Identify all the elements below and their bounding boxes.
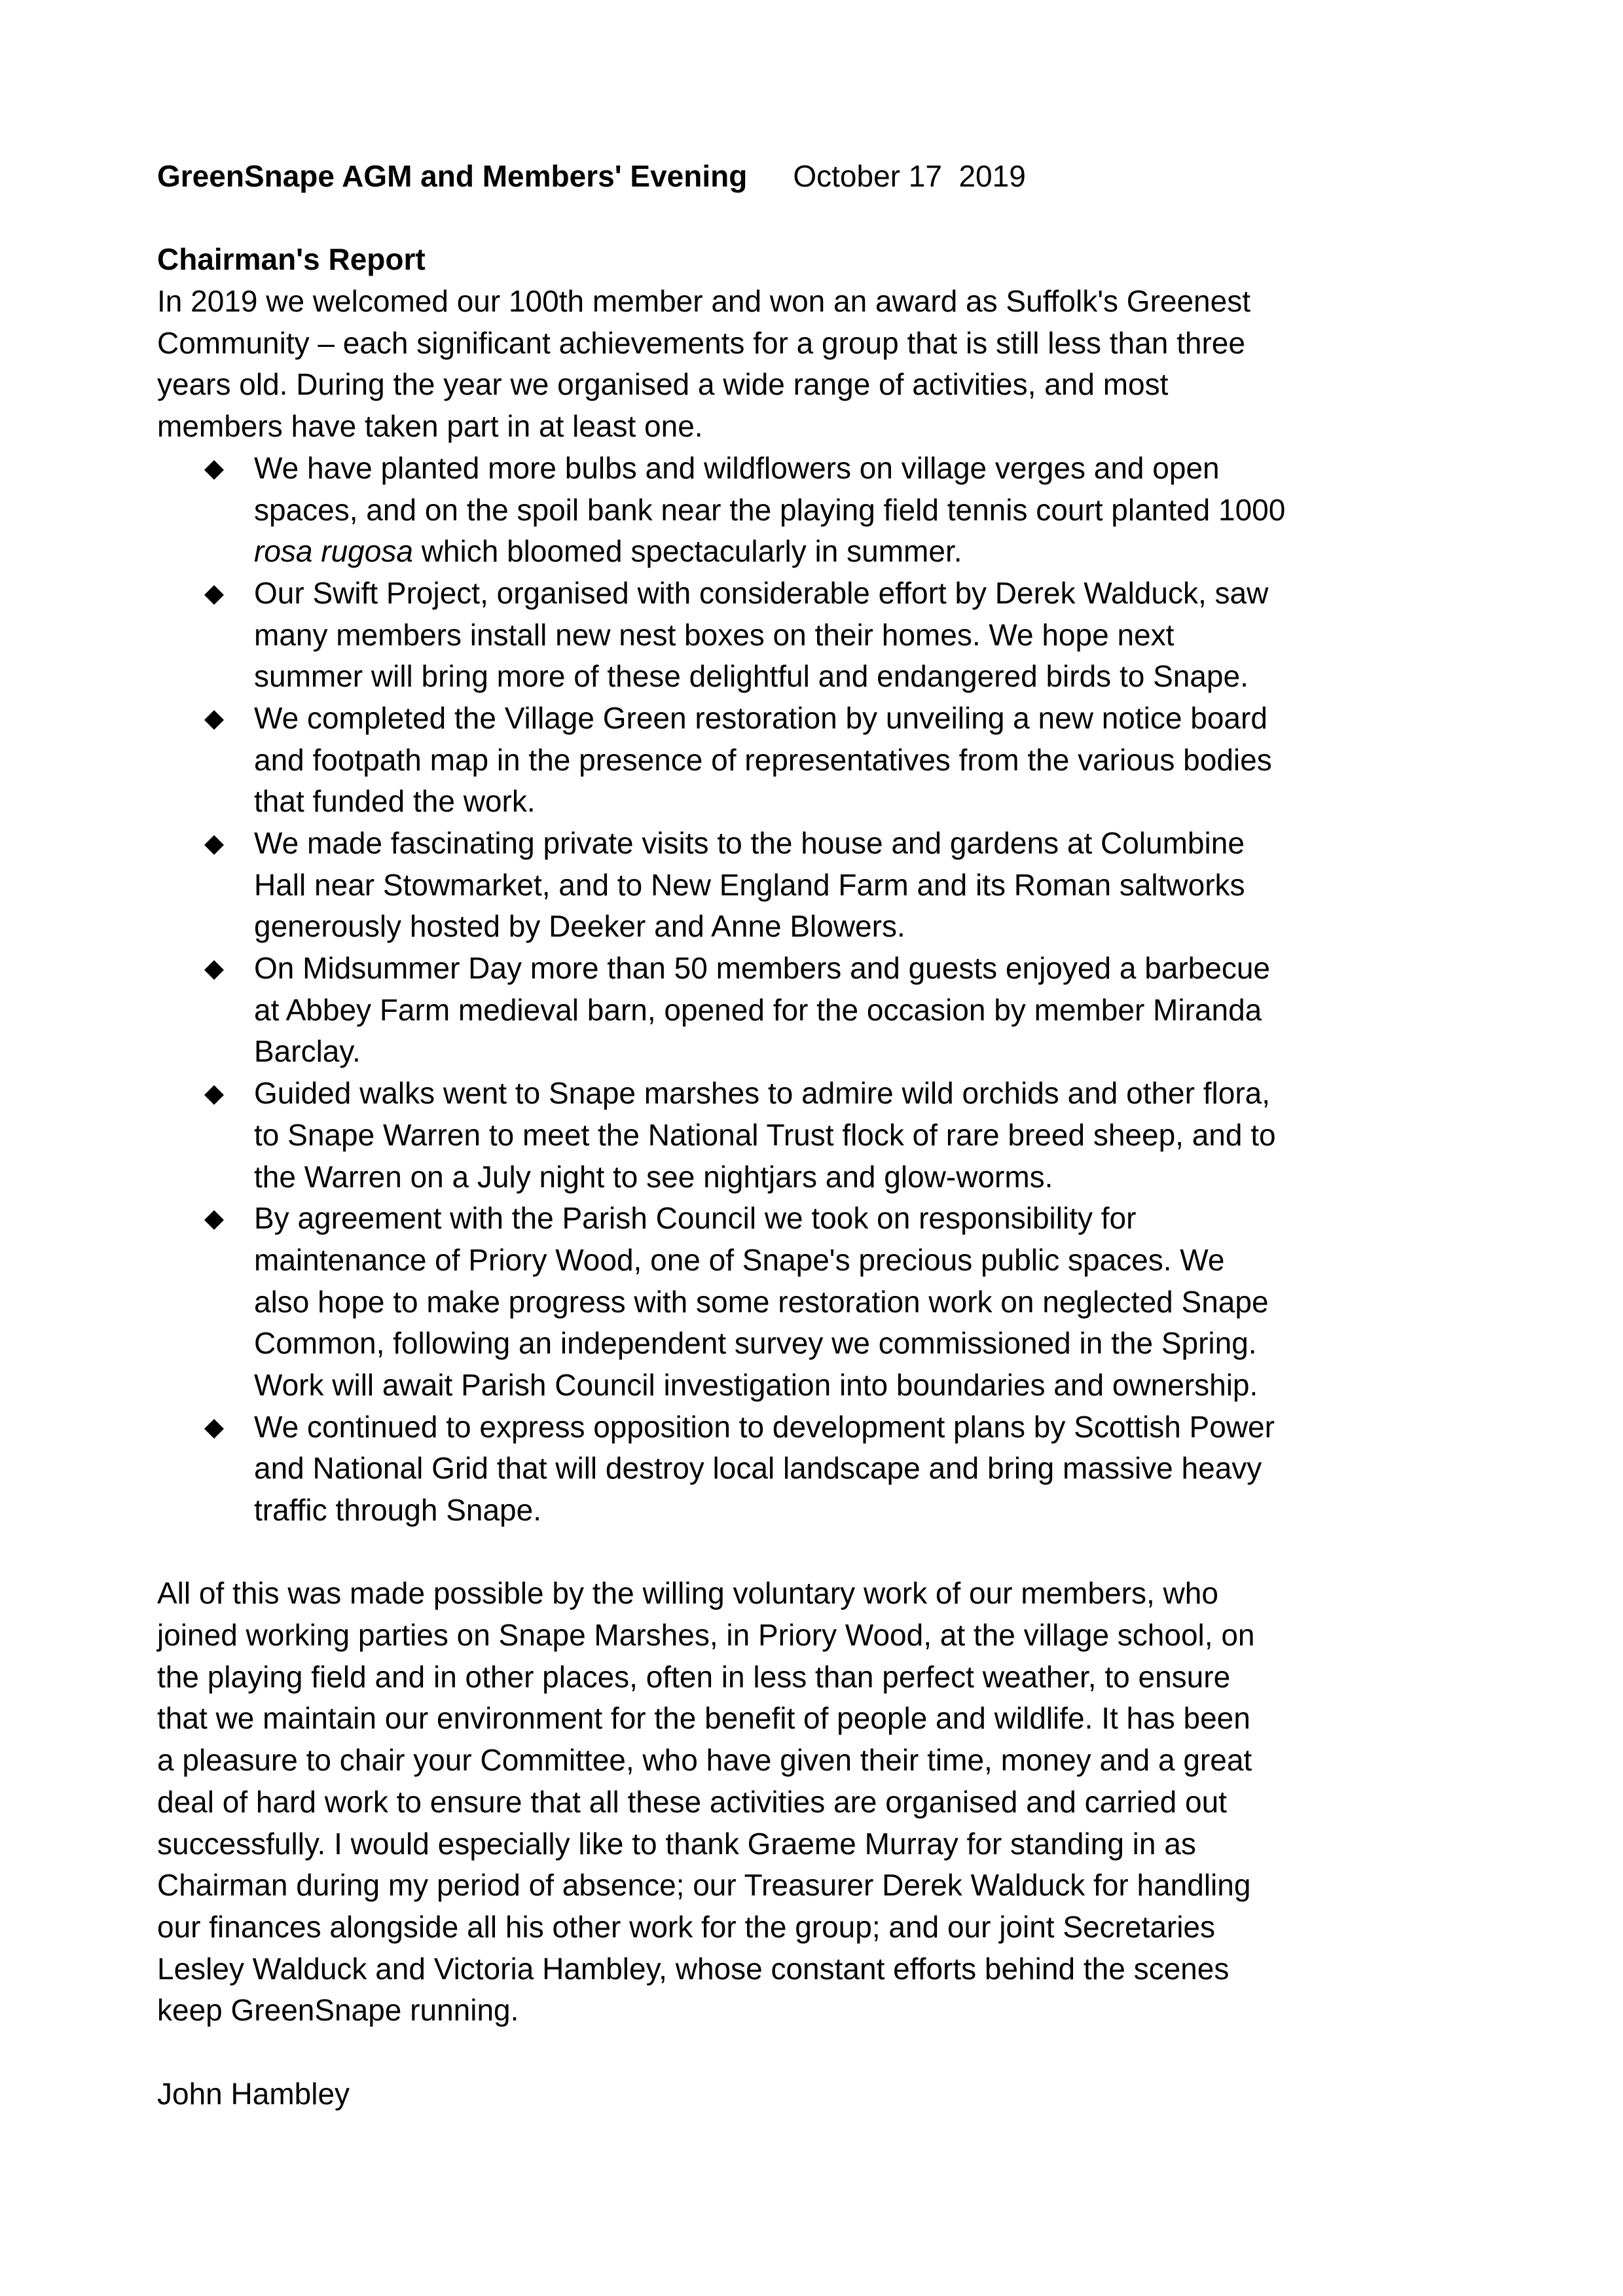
diamond-bullet-icon (204, 960, 224, 980)
list-item (157, 698, 1480, 823)
spacer (157, 2032, 1480, 2073)
list-item-line: Barclay. (254, 1034, 361, 1069)
list-item-line: generously hosted by Deeker and Anne Blowers. (254, 909, 905, 944)
list-item (157, 823, 1480, 948)
closing-line: our finances alongside all his other work for the group; and our joint Secretaries (157, 1909, 1216, 1944)
document-page (157, 156, 1480, 2115)
list-item (157, 1073, 1480, 1198)
diamond-bullet-icon (204, 1210, 224, 1230)
closing-line: All of this was made possible by the willing voluntary work of our members, who (157, 1576, 1218, 1611)
list-item-line: and National Grid that will destroy local landscape and bring massive heavy (254, 1451, 1262, 1486)
list-item (157, 573, 1480, 698)
intro-line: years old. During the year we organised a wide range of activities, and most (157, 367, 1169, 402)
list-item-line: Guided walks went to Snape marshes to admire wild orchids and other flora, (254, 1076, 1271, 1111)
closing-line: a pleasure to chair your Committee, who have given their time, money and a great (157, 1743, 1252, 1778)
list-item-line: Hall near Stowmarket, and to New England Farm and its Roman saltworks (254, 867, 1245, 902)
document-header (157, 156, 1480, 198)
closing-line: deal of hard work to ensure that all these activities are organised and carried out (157, 1784, 1227, 1819)
closing-paragraph (157, 1573, 1480, 2032)
closing-line: the playing field and in other places, often in less than perfect weather, to ensure (157, 1659, 1231, 1694)
diamond-bullet-icon (204, 460, 224, 480)
list-item-line: We completed the Village Green restoration by unveiling a new notice board (254, 700, 1267, 735)
list-item-line: and footpath map in the presence of representatives from the various bodies (254, 742, 1272, 777)
list-item (157, 1198, 1480, 1406)
document-title: GreenSnape AGM and Members' Evening (157, 159, 748, 193)
closing-line: Lesley Walduck and Victoria Hambley, whose constant efforts behind the scenes (157, 1951, 1230, 1986)
closing-line: that we maintain our environment for the benefit of people and wildlife. It has been (157, 1701, 1250, 1736)
diamond-bullet-icon (204, 710, 224, 730)
list-item-line: also hope to make progress with some restoration work on neglected Snape (254, 1284, 1269, 1319)
list-item-line: Common, following an independent survey we commissioned in the Spring. (254, 1326, 1257, 1361)
list-item-line: at Abbey Farm medieval barn, opened for the occasion by member Miranda (254, 992, 1262, 1027)
closing-line: successfully. I would especially like to thank Graeme Murray for standing in as (157, 1826, 1196, 1861)
intro-paragraph (157, 281, 1480, 448)
list-item-line: spaces, and on the spoil bank near the playing field tennis court planted 1000 (254, 492, 1286, 527)
closing-line: joined working parties on Snape Marshes, in Priory Wood, at the village school, on (157, 1618, 1255, 1653)
spacer (157, 198, 1480, 240)
list-item-line: Work will await Parish Council investigation into boundaries and ownership. (254, 1367, 1258, 1402)
list-item-line: traffic through Snape. (254, 1493, 541, 1527)
list-item (157, 948, 1480, 1073)
list-item-line-rest: which bloomed spectacularly in summer. (412, 534, 962, 569)
intro-line: members have taken part in at least one. (157, 409, 703, 444)
spacer (157, 1532, 1480, 1573)
intro-line: In 2019 we welcomed our 100th member and won an award as Suffolk's Greenest (157, 284, 1250, 319)
list-item-line (254, 531, 1480, 573)
list-item-line: many members install new nest boxes on their homes. We hope next (254, 617, 1175, 652)
list-item-line: that funded the work. (254, 784, 536, 819)
list-item-line: Our Swift Project, organised with considerable effort by Derek Walduck, saw (254, 575, 1269, 610)
closing-line: keep GreenSnape running. (157, 1993, 519, 2028)
italic-species-name: rosa rugosa (254, 534, 413, 569)
list-item-line: We have planted more bulbs and wildflowers on village verges and open (254, 450, 1220, 485)
list-item (157, 1407, 1480, 1532)
list-item-line: to Snape Warren to meet the National Trust flock of rare breed sheep, and to (254, 1117, 1276, 1152)
list-item-line: summer will bring more of these delightful and endangered birds to Snape. (254, 659, 1249, 694)
meeting-date: October 17 2019 (793, 159, 1026, 193)
list-item-line: maintenance of Priory Wood, one of Snape's precious public spaces. We (254, 1242, 1225, 1277)
list-item (157, 448, 1480, 573)
closing-line: Chairman during my period of absence; our Treasurer Derek Walduck for handling (157, 1868, 1251, 1903)
diamond-bullet-icon (204, 835, 224, 855)
intro-line: Community – each significant achievements for a group that is still less than three (157, 325, 1245, 360)
list-item-line: We made fascinating private visits to the house and gardens at Columbine (254, 826, 1245, 860)
signature: John Hambley (157, 2076, 350, 2111)
list-item-line: the Warren on a July night to see nightjars and glow-worms. (254, 1159, 1053, 1194)
section-heading: Chairman's Report (157, 242, 426, 277)
diamond-bullet-icon (204, 1419, 224, 1439)
activities-list (157, 448, 1480, 1532)
list-item-line: On Midsummer Day more than 50 members and guests enjoyed a barbecue (254, 951, 1271, 986)
diamond-bullet-icon (204, 585, 224, 605)
list-item-line: By agreement with the Parish Council we took on responsibility for (254, 1201, 1137, 1236)
diamond-bullet-icon (204, 1085, 224, 1105)
list-item-line: We continued to express opposition to development plans by Scottish Power (254, 1409, 1275, 1444)
